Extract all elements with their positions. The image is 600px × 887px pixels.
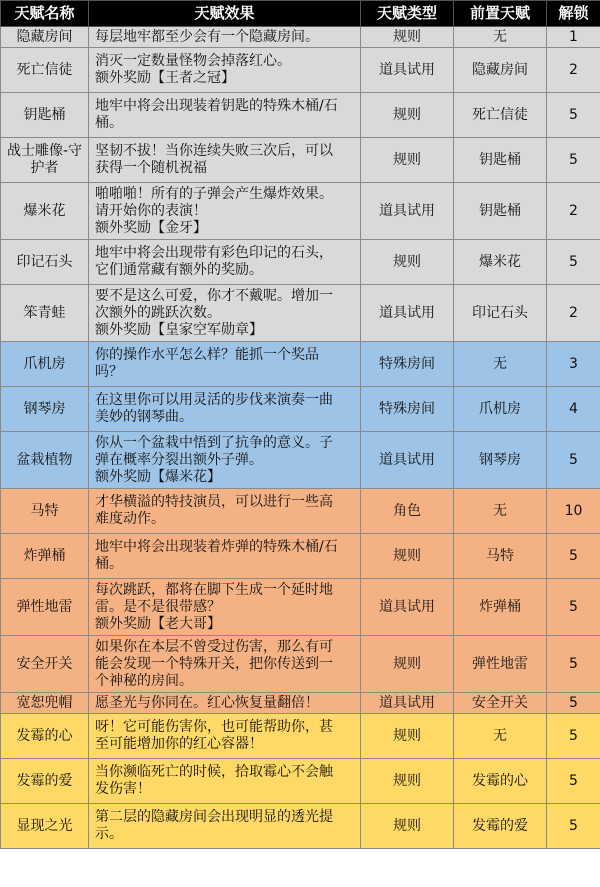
talent-name-cell: 钢琴房	[1, 387, 89, 432]
header-row	[1, 1, 600, 27]
header-effect: 天赋效果	[89, 1, 361, 27]
talent-name-cell: 马特	[1, 489, 89, 534]
talent-type-cell: 规则	[361, 714, 454, 759]
talent-type-cell: 规则	[361, 759, 454, 804]
talent-name-cell: 钥匙桶	[1, 93, 89, 138]
talent-prereq-cell: 炸弹桶	[454, 579, 547, 636]
talent-type-cell: 规则	[361, 636, 454, 693]
table-row	[1, 432, 600, 489]
talent-type-cell: 规则	[361, 240, 454, 285]
talent-type-cell: 规则	[361, 27, 454, 48]
table-row	[1, 534, 600, 579]
talent-unlock-cell: 5	[547, 534, 600, 579]
talent-unlock-cell: 5	[547, 693, 600, 714]
talent-effect-cell: 你的操作水平怎么样？能抓一个奖品 吗？	[89, 342, 361, 387]
talent-type-cell: 道具试用	[361, 183, 454, 240]
talent-name-cell: 笨青蛙	[1, 285, 89, 342]
talent-unlock-cell: 2	[547, 285, 600, 342]
table-row	[1, 285, 600, 342]
talent-type-cell: 规则	[361, 138, 454, 183]
table-row	[1, 693, 600, 714]
talent-effect-cell: 每层地牢都至少会有一个隐藏房间。	[89, 27, 361, 48]
talent-name-cell: 安全开关	[1, 636, 89, 693]
talent-name-cell: 盆栽植物	[1, 432, 89, 489]
header-type: 天赋类型	[361, 1, 454, 27]
talent-effect-cell: 如果你在本层不曾受过伤害，那么有可 能会发现一个特殊开关，把你传送到一 个神秘的房间。	[89, 636, 361, 693]
talent-type-cell: 道具试用	[361, 432, 454, 489]
talent-name-cell: 弹性地雷	[1, 579, 89, 636]
talent-prereq-cell: 死亡信徒	[454, 93, 547, 138]
talent-type-cell: 规则	[361, 804, 454, 849]
talent-name-cell: 爪机房	[1, 342, 89, 387]
talent-unlock-cell: 5	[547, 714, 600, 759]
talent-name-cell: 死亡信徒	[1, 48, 89, 93]
talent-effect-cell: 每次跳跃，都将在脚下生成一个延时地 雷。是不是很带感？ 额外奖励【老大哥】	[89, 579, 361, 636]
table-row	[1, 27, 600, 48]
talent-prereq-cell: 无	[454, 489, 547, 534]
table-row	[1, 714, 600, 759]
talent-effect-cell: 坚韧不拔！当你连续失败三次后，可以 获得一个随机祝福	[89, 138, 361, 183]
talent-type-cell: 道具试用	[361, 693, 454, 714]
talent-name-cell: 发霉的爱	[1, 759, 89, 804]
table-row	[1, 636, 600, 693]
talent-unlock-cell: 3	[547, 342, 600, 387]
table-row	[1, 183, 600, 240]
table-row	[1, 759, 600, 804]
talent-prereq-cell: 无	[454, 714, 547, 759]
talent-unlock-cell: 5	[547, 93, 600, 138]
talent-effect-cell: 地牢中将会出现装着钥匙的特殊木桶/石 桶。	[89, 93, 361, 138]
talent-type-cell: 特殊房间	[361, 387, 454, 432]
talent-prereq-cell: 隐藏房间	[454, 48, 547, 93]
talent-prereq-cell: 印记石头	[454, 285, 547, 342]
talent-prereq-cell: 发霉的心	[454, 759, 547, 804]
talent-type-cell: 道具试用	[361, 579, 454, 636]
talent-unlock-cell: 5	[547, 432, 600, 489]
talent-unlock-cell: 5	[547, 804, 600, 849]
talent-effect-cell: 你从一个盆栽中悟到了抗争的意义。子 弹在概率分裂出额外子弹。 额外奖励【爆米花】	[89, 432, 361, 489]
talent-prereq-cell: 马特	[454, 534, 547, 579]
talent-name-cell: 显现之光	[1, 804, 89, 849]
talent-effect-cell: 在这里你可以用灵活的步伐来演奏一曲 美妙的钢琴曲。	[89, 387, 361, 432]
talent-effect-cell: 要不是这么可爱，你才不戴呢。增加一 次额外的跳跃次数。 额外奖励【皇家空军勋章】	[89, 285, 361, 342]
talent-unlock-cell: 10	[547, 489, 600, 534]
talent-prereq-cell: 钢琴房	[454, 432, 547, 489]
talent-effect-cell: 当你濒临死亡的时候，拾取霉心不会触 发伤害！	[89, 759, 361, 804]
talent-unlock-cell: 4	[547, 387, 600, 432]
header-name: 天赋名称	[1, 1, 89, 27]
talent-effect-cell: 地牢中将会出现带有彩色印记的石头， 它们通常藏有额外的奖励。	[89, 240, 361, 285]
talent-name-cell: 爆米花	[1, 183, 89, 240]
talent-effect-cell: 第二层的隐藏房间会出现明显的透光提 示。	[89, 804, 361, 849]
talent-effect-cell: 呀！它可能伤害你，也可能帮助你，甚 至可能增加你的红心容器！	[89, 714, 361, 759]
talent-unlock-cell: 5	[547, 138, 600, 183]
header-prereq: 前置天赋	[454, 1, 547, 27]
talent-unlock-cell: 2	[547, 183, 600, 240]
talent-name-cell: 发霉的心	[1, 714, 89, 759]
talent-type-cell: 规则	[361, 93, 454, 138]
table-row	[1, 93, 600, 138]
table-row	[1, 138, 600, 183]
talent-prereq-cell: 无	[454, 27, 547, 48]
talent-name-cell: 战士雕像-守 护者	[1, 138, 89, 183]
table-row	[1, 579, 600, 636]
table-row	[1, 48, 600, 93]
talent-name-cell: 宽恕兜帽	[1, 693, 89, 714]
talent-unlock-cell: 2	[547, 48, 600, 93]
talent-prereq-cell: 爪机房	[454, 387, 547, 432]
talent-effect-cell: 才华横溢的特技演员，可以进行一些高 难度动作。	[89, 489, 361, 534]
talent-prereq-cell: 钥匙桶	[454, 183, 547, 240]
talent-unlock-cell: 1	[547, 27, 600, 48]
talent-name-cell: 炸弹桶	[1, 534, 89, 579]
table-row	[1, 804, 600, 849]
table-row	[1, 342, 600, 387]
talent-unlock-cell: 5	[547, 240, 600, 285]
talent-name-cell: 印记石头	[1, 240, 89, 285]
table-row	[1, 387, 600, 432]
table-row	[1, 489, 600, 534]
talent-prereq-cell: 钥匙桶	[454, 138, 547, 183]
talent-effect-cell: 消灭一定数量怪物会掉落红心。 额外奖励【王者之冠】	[89, 48, 361, 93]
talent-effect-cell: 啪啪啪！所有的子弹会产生爆炸效果。 请开始你的表演！ 额外奖励【金牙】	[89, 183, 361, 240]
talent-type-cell: 特殊房间	[361, 342, 454, 387]
table-row	[1, 240, 600, 285]
talent-prereq-cell: 发霉的爱	[454, 804, 547, 849]
talent-type-cell: 规则	[361, 534, 454, 579]
talent-type-cell: 道具试用	[361, 285, 454, 342]
talent-unlock-cell: 5	[547, 759, 600, 804]
talent-prereq-cell: 爆米花	[454, 240, 547, 285]
talent-type-cell: 道具试用	[361, 48, 454, 93]
talent-unlock-cell: 5	[547, 579, 600, 636]
header-unlock: 解锁	[547, 1, 600, 27]
talent-prereq-cell: 安全开关	[454, 693, 547, 714]
talent-prereq-cell: 无	[454, 342, 547, 387]
talent-prereq-cell: 弹性地雷	[454, 636, 547, 693]
talent-name-cell: 隐藏房间	[1, 27, 89, 48]
talent-type-cell: 角色	[361, 489, 454, 534]
talent-effect-cell: 愿圣光与你同在。红心恢复量翻倍！	[89, 693, 361, 714]
talent-effect-cell: 地牢中将会出现装着炸弹的特殊木桶/石 桶。	[89, 534, 361, 579]
talent-unlock-cell: 5	[547, 636, 600, 693]
